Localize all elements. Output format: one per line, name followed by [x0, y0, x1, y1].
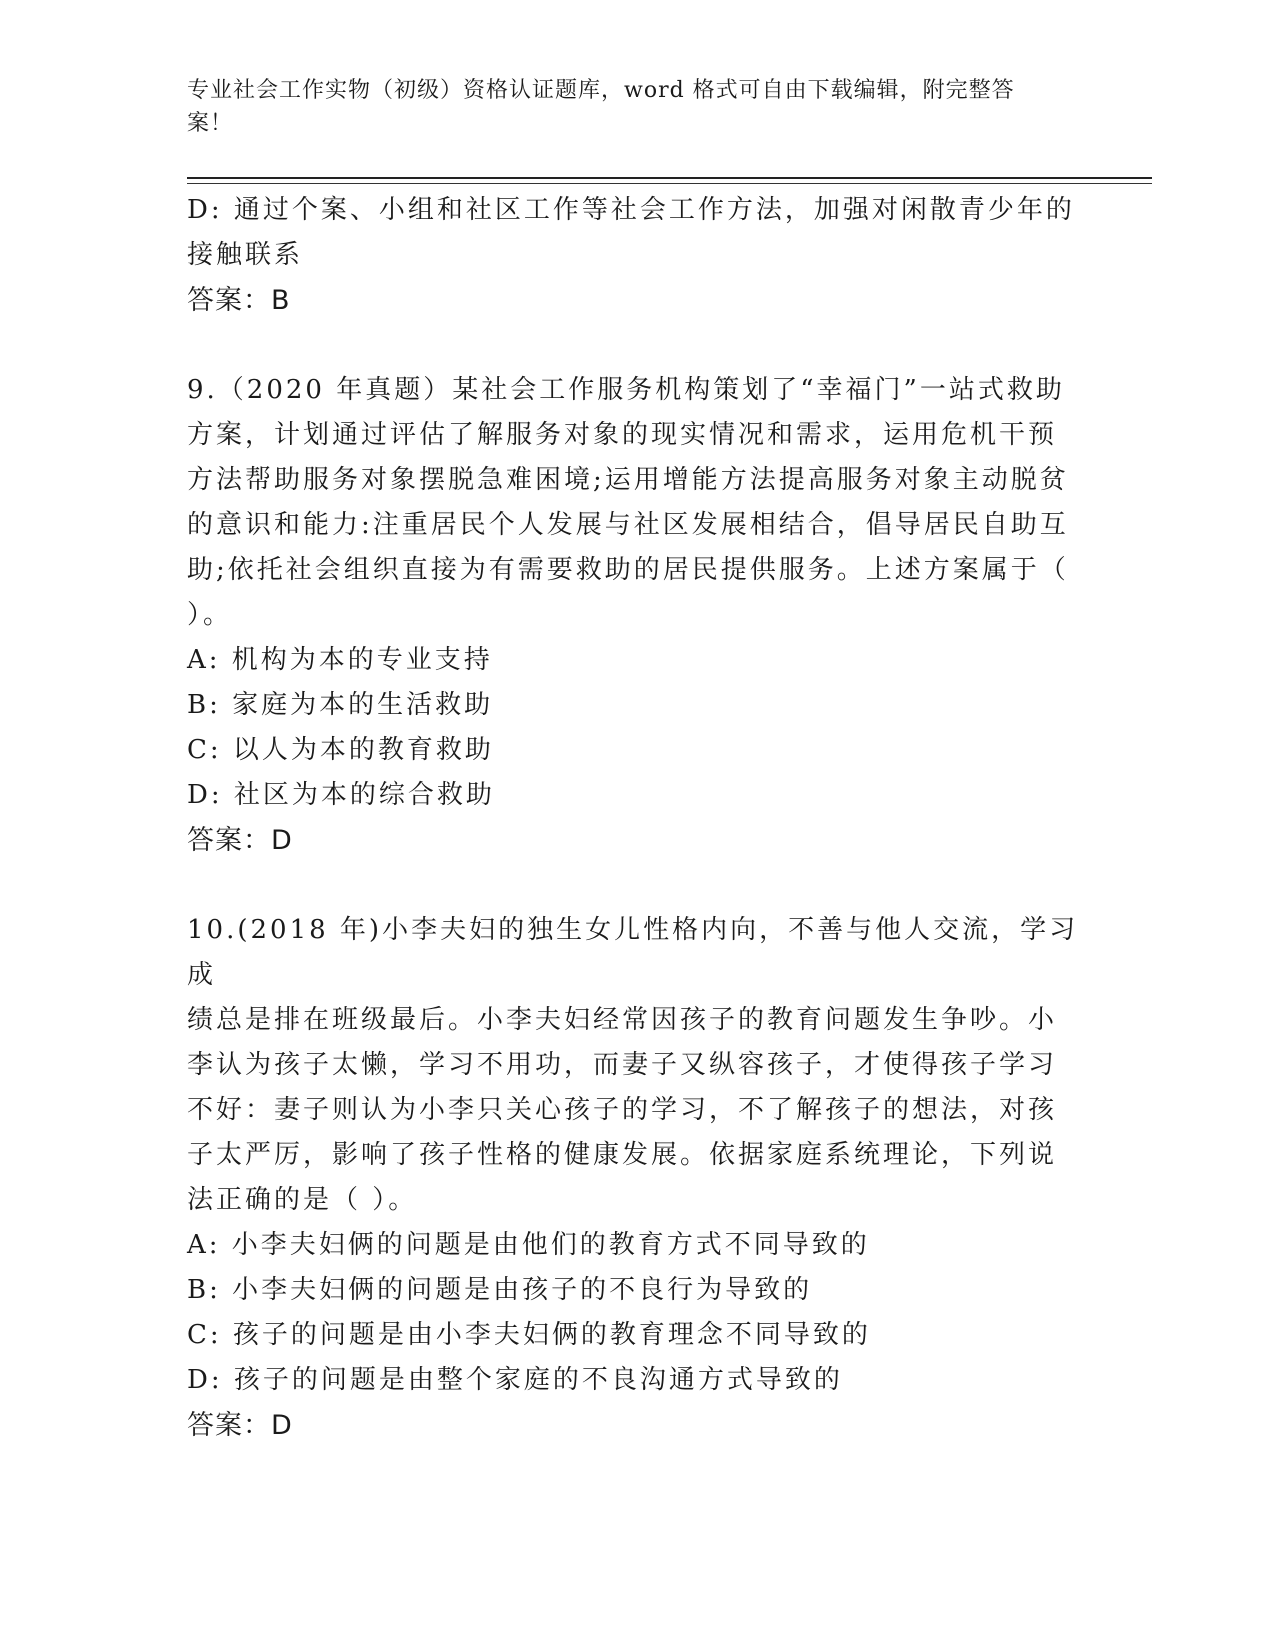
q10-stem-line: 子太严厉，影响了孩子性格的健康发展。依据家庭系统理论，下列说: [187, 1140, 1058, 1170]
q10-option-c: C: 孩子的问题是由小李夫妇俩的教育理念不同导致的: [187, 1320, 871, 1350]
q9-stem-line: 助;依托社会组织直接为有需要救助的居民提供服务。上述方案属于（: [187, 555, 1069, 585]
q10-answer: 答案：D: [187, 1410, 293, 1441]
page-header: [187, 74, 1067, 140]
q9-answer: 答案：D: [187, 825, 293, 856]
q9-stem-line: 9.（2020 年真题）某社会工作服务机构策划了“幸福门”一站式救助: [187, 375, 1065, 405]
q8-answer: 答案：B: [187, 285, 291, 316]
q9-stem-line: ）。: [187, 600, 233, 630]
q10-stem-line: 绩总是排在班级最后。小李夫妇经常因孩子的教育问题发生争吵。小: [187, 1005, 1058, 1035]
q10-stem-line: 不好：妻子则认为小李只关心孩子的学习，不了解孩子的想法，对孩: [187, 1095, 1058, 1125]
q9-option-d: D: 社区为本的综合救助: [187, 780, 495, 810]
header-rule-thin: [187, 183, 1152, 184]
q10-option-d: D: 孩子的问题是由整个家庭的不良沟通方式导致的: [187, 1365, 843, 1395]
q9-stem-line: 的意识和能力:注重居民个人发展与社区发展相结合，倡导居民自助互: [187, 510, 1069, 540]
q10-stem-line: 李认为孩子太懒，学习不用功，而妻子又纵容孩子，才使得孩子学习: [187, 1050, 1058, 1080]
q10-option-b: B: 小李夫妇俩的问题是由孩子的不良行为导致的: [187, 1275, 813, 1305]
q9-option-c: C: 以人为本的教育救助: [187, 735, 494, 765]
header-line-1: 专业社会工作实物（初级）资格认证题库，word 格式可自由下载编辑，附完整答: [187, 78, 1015, 103]
header-line-2: 案！: [187, 111, 234, 136]
q10-stem-line: 法正确的是（ ）。: [187, 1185, 418, 1215]
q9-stem-line: 方法帮助服务对象摆脱急难困境;运用增能方法提高服务对象主动脱贫: [187, 465, 1069, 495]
question-9: [187, 368, 1087, 863]
q8-option-d-line-2: 接触联系: [187, 240, 304, 270]
q10-stem-line: 10.(2018 年)小李夫妇的独生女儿性格内向，不善与他人交流，学习成: [187, 915, 1079, 990]
spacer: [187, 323, 1087, 368]
q9-option-b: B: 家庭为本的生活救助: [187, 690, 494, 720]
spacer: [187, 863, 1087, 908]
q9-stem-line: 方案，计划通过评估了解服务对象的现实情况和需求，运用危机干预: [187, 420, 1058, 450]
question-10: [187, 908, 1087, 1448]
question-content: [187, 188, 1087, 1448]
q9-option-a: A: 机构为本的专业支持: [187, 645, 493, 675]
header-rule-thick: [187, 177, 1152, 179]
q10-option-a: A: 小李夫妇俩的问题是由他们的教育方式不同导致的: [187, 1230, 870, 1260]
question-8-tail: [187, 188, 1087, 323]
q8-option-d-line-1: D: 通过个案、小组和社区工作等社会工作方法，加强对闲散青少年的: [187, 195, 1075, 225]
